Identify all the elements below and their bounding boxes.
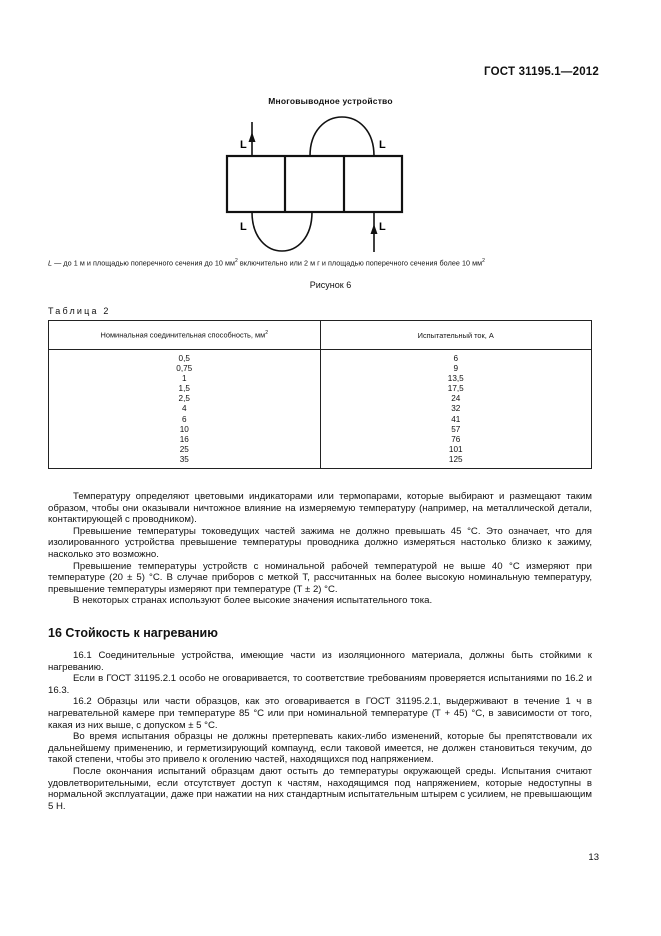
table-cell: 10 (49, 425, 321, 435)
table-cell: 16 (49, 435, 321, 445)
label-l-top-right: L (379, 139, 386, 151)
table-header-row (49, 321, 592, 350)
table-row (49, 415, 592, 425)
paragraph: Превышение температуры токоведущих частей зажима не должно превышать 45 °С. Это означает, что для изолированного устройства превышение температуры проводника должно измеряться настолько близко к зажиму, насколько это возможно. (48, 525, 592, 560)
label-l-top-left: L (240, 139, 247, 151)
arrow-up-left-icon (249, 132, 256, 142)
table-row (49, 350, 592, 365)
table-label: Таблица 2 (48, 306, 111, 316)
legend-symbol: L (48, 258, 53, 268)
table-header-cross-section: Номинальная соединительная способность, $мм^2$ (49, 321, 321, 350)
body-text-after-table (48, 491, 592, 607)
table-cell: 13,5 (320, 374, 592, 384)
terminal-block-outline (227, 156, 402, 212)
table-row (49, 425, 592, 435)
loop-top (310, 117, 374, 156)
label-l-bottom-left: L (240, 221, 247, 233)
table-cell: 32 (320, 404, 592, 414)
table-cell: 76 (320, 435, 592, 445)
table-cell: 4 (49, 404, 321, 414)
test-current-table (48, 320, 592, 469)
paragraph: Превышение температуры устройств с номинальной рабочей температурой не выше 40 °С измеряют при температуре (20 ± 5) °С. В случае приборов с меткой Т, рассчитанных на более высокую номинальную температуру, превышение температуры измеряют при температуре (Т ± 2) °С. (48, 560, 592, 595)
table-cell: 17,5 (320, 384, 592, 394)
paragraph: В некоторых странах используют более высокие значения испытательного тока. (73, 595, 433, 607)
table-cell: 0,75 (49, 364, 321, 374)
figure-legend (48, 258, 618, 267)
table-cell: 1 (49, 374, 321, 384)
paragraph: Если в ГОСТ 31195.2.1 особо не оговаривается, то соответствие требованиям проверяется испытаниями по 16.2 и 16.3. (48, 673, 592, 696)
table-cell: 6 (49, 415, 321, 425)
table-cell: 101 (320, 445, 592, 455)
table-row (49, 384, 592, 394)
table-cell: 24 (320, 394, 592, 404)
legend-sup-2: 2 (482, 258, 485, 264)
section-title: 16 Стойкость к нагреванию (48, 626, 218, 640)
table-row (49, 374, 592, 384)
document-header: ГОСТ 31195.1—2012 (484, 66, 599, 78)
table-row (49, 394, 592, 404)
table-row (49, 364, 592, 374)
paragraph: 16.2 Образцы или части образцов, как это оговаривается в ГОСТ 31195.2.1, выдерживают в течение 1 ч в нагревательной камере при температуре 85 °С или при номинальной температуре (Т + 45) °С, в зависимости от того, какая из них выше, с допуском ± 5 °С. (48, 696, 592, 731)
label-l-bottom-right: L (379, 221, 386, 233)
table-cell: 57 (320, 425, 592, 435)
legend-text-2: включительно или 2 м г и площадью поперечного сечения более 10 мм (237, 258, 483, 268)
table-cell: 35 (49, 455, 321, 469)
table-cell: 6 (320, 350, 592, 365)
loop-bottom (252, 212, 312, 251)
page-number: 13 (588, 852, 599, 863)
table-row (49, 435, 592, 445)
table-cell: 41 (320, 415, 592, 425)
table-cell: 125 (320, 455, 592, 469)
paragraph: Температуру определяют цветовыми индикаторами или термопарами, которые выбирают и размещают таким образом, чтобы они оказывали ничтожное влияние на измеряемую температуру (например, на металлической детали, контактирующей с проводником). (48, 491, 592, 526)
arrow-up-right-icon (371, 224, 378, 234)
figure-title: Многовыводное устройство (268, 96, 393, 106)
multi-terminal-device-diagram (200, 112, 460, 258)
table-cell: 25 (49, 445, 321, 455)
paragraph: После окончания испытаний образцам дают остыть до температуры окружающей среды. Испытания считают удовлетворительными, если отсутствует доступ к частям, находящимся под напряжением, которые недоступны в нормальной эксплуатации, даже при нажатии на них стандартным испытательным штырем с усилием, не превышающим 5 Н. (48, 765, 592, 812)
paragraph: Во время испытания образцы не должны претерпевать каких-либо изменений, которые бы препятствовали их дальнейшему применению, и герметизирующий компаунд, если таковой имеется, не должен становиться текучим, до такой степени, чтобы это привело к оголению частей, находящихся под напряжением. (48, 731, 592, 766)
table-row (49, 455, 592, 469)
table-cell: 9 (320, 364, 592, 374)
legend-sup-1: 2 (234, 258, 238, 264)
legend-text-1: — до 1 м и площадью поперечного сечения до 10 мм (52, 258, 235, 268)
paragraph: 16.1 Соединительные устройства, имеющие части из изоляционного материала, должны быть стойкими к нагреванию. (48, 650, 592, 673)
table-header-test-current: Испытательный ток, А (320, 321, 592, 350)
figure-caption: Рисунок 6 (309, 280, 352, 290)
table-cell: 1,5 (49, 384, 321, 394)
table-cell: 0,5 (49, 350, 321, 365)
table-row (49, 445, 592, 455)
table-row (49, 404, 592, 414)
body-text-section-16 (48, 650, 592, 812)
table-cell: 2,5 (49, 394, 321, 404)
